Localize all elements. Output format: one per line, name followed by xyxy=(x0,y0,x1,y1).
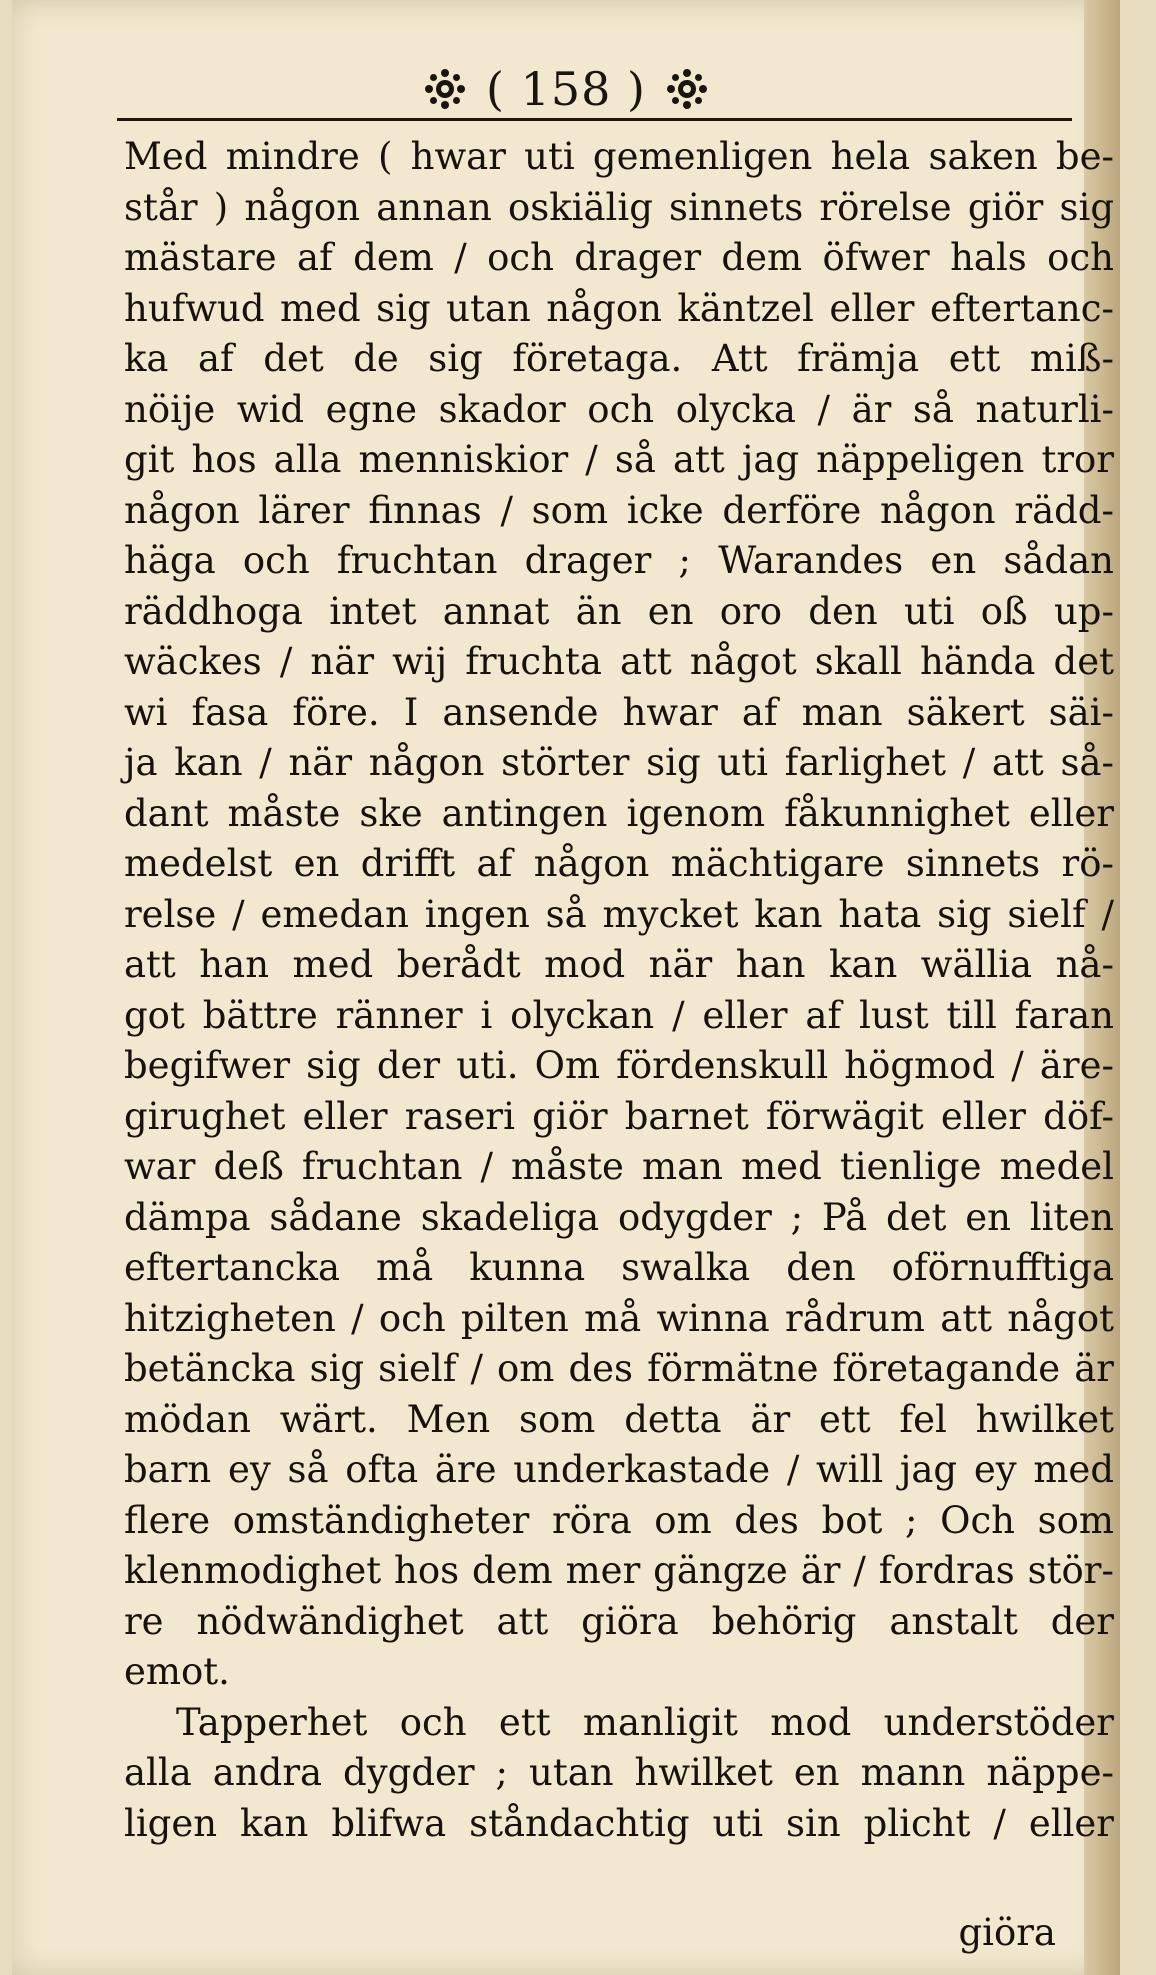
text-line: war deß fruchtan / måste man med tienlige medel xyxy=(124,1145,1114,1188)
text-line: någon lärer finnas / som icke derföre någon rädd- xyxy=(124,488,1114,532)
text-line: wäckes / när wij fruchta att något skall hända det xyxy=(124,640,1114,683)
catchword: giöra xyxy=(958,1911,1056,1954)
text-line: emot. xyxy=(124,1650,230,1693)
text-line: medelst en drifft af någon mächtigare sinnets rö- xyxy=(124,842,1114,885)
text-line: flere omständigheter röra om des bot ; Och som xyxy=(124,1498,1114,1542)
text-line: klenmodighet hos dem mer gängze är / fordras stör- xyxy=(124,1549,1114,1592)
text-line: dämpa sådane skadeliga odygder ; På det en liten xyxy=(124,1195,1114,1239)
text-line: hitzigheten / och pilten må winna rådrum att något xyxy=(124,1296,1114,1340)
text-line: begifwer sig der uti. Om fördenskull högmod / äre- xyxy=(124,1044,1114,1087)
text-line: wi fasa före. I ansende hwar af man säkert säi- xyxy=(124,690,1114,734)
text-line: står ) någon annan oskiälig sinnets rörelse giör sig xyxy=(124,185,1114,229)
text-line: betäncka sig sielf / om des förmätne företagande är xyxy=(124,1347,1114,1390)
text-line: ligen kan blifwa ståndachtig uti sin plicht / eller xyxy=(124,1801,1114,1845)
text-line: eftertancka må kunna swalka den oförnufftiga xyxy=(124,1246,1114,1289)
page-number: ( 158 ) xyxy=(486,62,646,116)
text-line: nöije wid egne skador och olycka / är så naturli- xyxy=(124,387,1114,431)
paragraph-1 xyxy=(124,132,1114,1698)
book-page xyxy=(12,0,1120,1975)
text-line: dant måste ske antingen igenom fåkunnighet eller xyxy=(124,791,1114,835)
fleuron-ornament-icon xyxy=(665,67,709,111)
text-line: git hos alla menniskior / så att jag näppeligen tror xyxy=(124,438,1114,481)
text-line: ka af det de sig företaga. Att främja ett miß- xyxy=(124,337,1114,380)
text-line: att han med berådt mod när han kan wällia nå- xyxy=(124,943,1114,986)
text-line: ja kan / när någon störter sig uti farlighet / att så- xyxy=(124,741,1114,784)
text-line: mödan wärt. Men som detta är ett fel hwilket xyxy=(124,1397,1114,1441)
text-line: Tapperhet och ett manligit mod understöder xyxy=(176,1700,1114,1744)
text-line: barn ey så ofta äre underkastade / will jag ey med xyxy=(124,1448,1114,1491)
text-line: relse / emedan ingen så mycket kan hata sig sielf / xyxy=(124,892,1114,936)
text-line: räddhoga intet annat än en oro den uti oß up- xyxy=(124,589,1114,633)
text-line: girughet eller raseri giör barnet förwägit eller döf- xyxy=(124,1094,1114,1138)
fleuron-ornament-icon xyxy=(423,67,467,111)
paragraph-2 xyxy=(124,1698,1114,1850)
text-line: got bättre ränner i olyckan / eller af lust till faran xyxy=(124,993,1114,1037)
text-line: hufwud med sig utan någon käntzel eller eftertanc- xyxy=(124,286,1114,330)
text-line: alla andra dygder ; utan hwilket en mann näppe- xyxy=(124,1751,1114,1794)
text-line: mästare af dem / och drager dem öfwer hals och xyxy=(124,236,1114,279)
header-rule xyxy=(117,118,1072,121)
text-line: re nödwändighet att giöra behörig anstalt der xyxy=(124,1599,1114,1643)
body-text xyxy=(124,132,1114,1849)
page-header xyxy=(12,58,1120,116)
text-line: Med mindre ( hwar uti gemenligen hela saken be- xyxy=(124,135,1114,178)
text-line: häga och fruchtan drager ; Warandes en sådan xyxy=(124,539,1114,582)
